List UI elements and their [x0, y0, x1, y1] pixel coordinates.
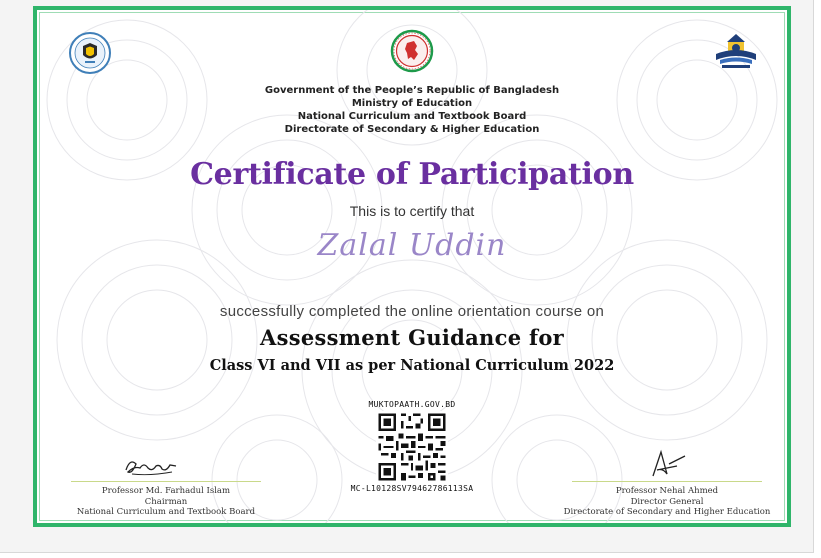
signature-chairman [122, 454, 180, 480]
signatory-left [51, 486, 281, 518]
qr-code [376, 411, 448, 483]
completion-statement: successfully completed the online orientation course on [219, 303, 605, 320]
bangladesh-govt-seal-icon [390, 29, 434, 73]
signature-line-right [572, 481, 762, 482]
header-directorate: Directorate of Secondary & Higher Education [284, 124, 540, 135]
signatory-right-name: Professor Nehal Ahmed [615, 486, 719, 496]
signatory-left-title: Chairman [144, 496, 188, 507]
course-title-line2: Class VI and VII as per National Curriculum 2022 [209, 357, 615, 374]
signatory-right-title: Director General [630, 496, 704, 507]
qr-code-label: MC-L10128SV79462786113SA [350, 484, 474, 493]
dshe-logo [712, 30, 760, 72]
nctb-logo [68, 31, 112, 75]
signatory-left-org: National Curriculum and Textbook Board [76, 507, 256, 517]
header-ministry: Ministry of Education [351, 98, 473, 109]
signature-director-general [647, 446, 691, 480]
recipient-name: Zalal Uddin [317, 228, 507, 263]
header-government: Government of the People’s Republic of Bangladesh [264, 85, 560, 96]
qr-site-label: MUKTOPAATH.GOV.BD [368, 400, 456, 409]
signature-line-left [71, 481, 261, 482]
certificate-title: Certificate of Participation [190, 157, 634, 192]
signatory-left-name: Professor Md. Farhadul Islam [101, 486, 231, 496]
course-title-line1: Assessment Guidance for [259, 325, 564, 350]
signatory-right [547, 486, 787, 518]
certify-text: This is to certify that [349, 203, 475, 219]
header-board: National Curriculum and Textbook Board [297, 111, 527, 122]
signatory-right-org: Directorate of Secondary and Higher Education [563, 507, 771, 517]
certificate [33, 6, 791, 527]
